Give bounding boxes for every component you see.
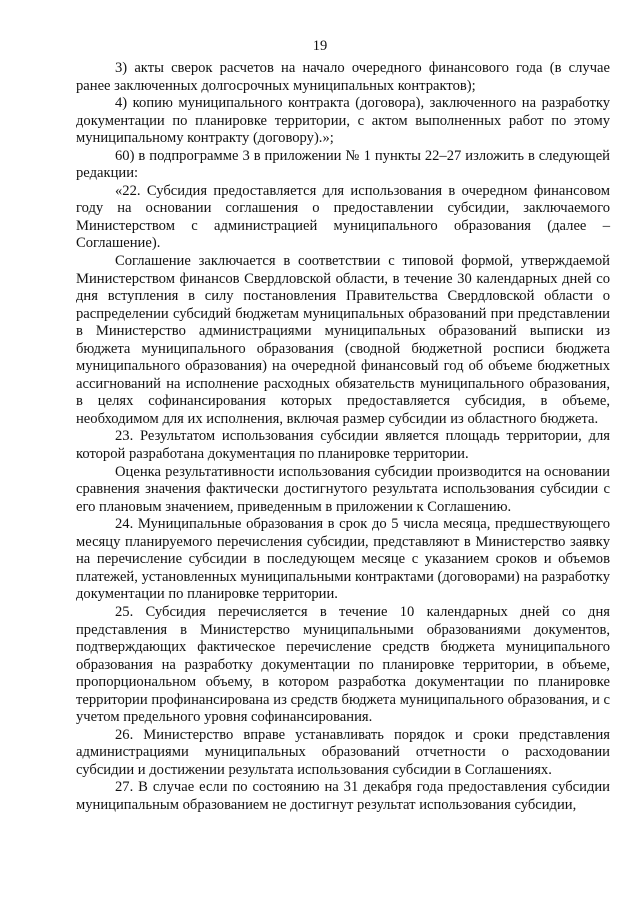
paragraph-clause-22-agreement: Соглашение заключается в соответствии с типовой формой, утверждаемой Министерством финансов Свердловской области, в течение 30 календарных дней со дня вступления в силу постановления Правительства Свердловской области о распределении субсидий бюджетам муниципальных образований при представлении в Министерство администрациями муниципальных образований выписки из бюджета муниципального образования (сводной бюджетной росписи бюджета муниципального образования) на очередной финансовый год об объеме бюджетных ассигнований на исполнение расходных обязательств муниципального образования, в целях софинансирования которых предоставляется субсидия, в объеме, необходимом для их исполнения, включая размер субсидии из областного бюджета. — [76, 253, 610, 427]
paragraph-clause-27: 27. В случае если по состоянию на 31 декабря года предоставления субсидии муниципальным образованием не достигнут результат использования субсидии, — [76, 779, 610, 813]
paragraph-clause-23: 23. Результатом использования субсидии является площадь территории, для которой разработана документация по планировке территории. — [76, 428, 610, 463]
page-number: 19 — [312, 38, 328, 54]
paragraph-clause-23-evaluation: Оценка результативности использования субсидии производится на основании сравнения значения фактически достигнутого результата использования субсидии с его плановым значением, приведенным в приложении к Соглашению. — [76, 463, 610, 515]
document-body — [76, 60, 610, 815]
paragraph-clause-25: 25. Субсидия перечисляется в течение 10 календарных дней со дня представления в Министерство муниципальными образованиями документов, подтверждающих фактическое перечисление средств бюджета муниципального образования на разработку документации по планировке территории, в объеме, пропорциональном объему, в котором разработка документации по планировке территории профинансирована из средств бюджета муниципального образования, и с учетом предельного уровня софинансирования. — [76, 603, 610, 726]
paragraph-item-3: 3) акты сверок расчетов на начало очередного финансового года (в случае ранее заключенных долгосрочных муниципальных контрактов); — [76, 60, 610, 94]
paragraph-item-4: 4) копию муниципального контракта (договора), заключенного на разработку документации по планировке территории, с актом выполненных работ по этому муниципальному контракту (договору).»; — [76, 95, 610, 147]
paragraph-item-60: 60) в подпрограмме 3 в приложении № 1 пункты 22–27 изложить в следующей редакции: — [76, 147, 610, 182]
paragraph-clause-24: 24. Муниципальные образования в срок до 5 числа месяца, предшествующего месяцу планируемого перечисления субсидии, представляют в Министерство заявку на перечисление субсидии в последующем месяце с указанием сроков и объемов платежей, установленных муниципальными контрактами (договорами) на разработку документации по планировке территории. — [76, 516, 610, 603]
paragraph-clause-22: «22. Субсидия предоставляется для использования в очередном финансовом году на основании соглашения о предоставлении субсидии, заключаемого Министерством с администрацией муниципального образования (далее – Соглашение). — [76, 182, 610, 252]
paragraph-clause-26: 26. Министерство вправе устанавливать порядок и сроки представления администрациями муниципальных образований отчетности о расходовании субсидии и достижении результата использования субсидии в Соглашениях. — [76, 726, 610, 778]
